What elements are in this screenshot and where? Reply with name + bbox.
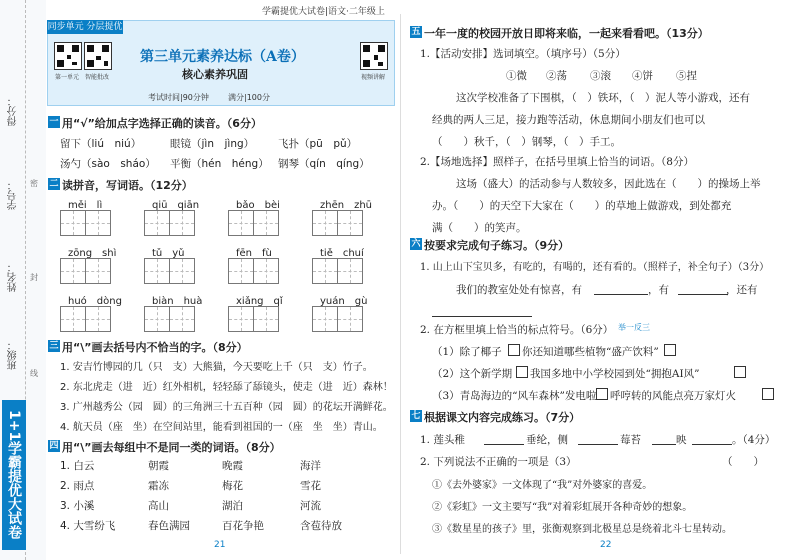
qr3-caption: 视频讲解 [361,74,386,81]
passage-line: 这场（盛大）的活动参与人数较多，因此选在（ ）的操场上举 [456,178,761,190]
pinyin-prompt: fēn fù [236,248,272,259]
sentence-part: 。（4分） [732,434,776,446]
exam-subtitle: 核心素养巩固 [182,68,248,81]
sentence-part: 莓苔 [620,434,641,446]
choice-option[interactable]: ④饼 [632,70,653,82]
pinyin-prompt: zōng shì [68,248,117,259]
section-title: 用“√”给加点字选择正确的读音。（6分） [62,117,262,130]
choice-option[interactable]: ⑤捏 [676,70,697,82]
word-option[interactable]: 晚霞 [222,460,243,472]
pinyin-prompt: xiǎng qǐ [236,296,283,307]
sentence-part: 1. 莲头稚 [420,434,465,446]
punctuation-box[interactable] [508,344,520,356]
question-prompt: 2.【场地选择】照样子，在括号里填上恰当的词语。（8分） [420,156,694,168]
choice-option[interactable]: ①微 [506,70,527,82]
section-number: 五 [411,27,421,37]
writing-grid[interactable] [228,210,280,236]
pinyin-item[interactable]: 汤勺（sào sháo） [60,158,156,170]
section-title: 读拼音，写词语。（12分） [62,179,193,192]
answer-option[interactable]: ②《彩虹》一文主要写“我”对着彩虹展开各种奇妙的想象。 [432,502,693,513]
sentence-part: ，还有 [726,284,758,296]
word-option[interactable]: 3. 小溪 [60,500,95,512]
sentence-start: 我们的教室处处有惊喜，有 [456,284,582,296]
pinyin-prompt: zhēn zhū [320,200,373,211]
section-number: 六 [411,239,421,249]
writing-grid[interactable] [312,258,364,284]
word-option[interactable]: 河流 [300,500,321,512]
writing-grid[interactable] [144,258,196,284]
passage-line: 经典的两人三足，接力跑等活动，休息期间小朋友们也可以 [432,114,705,126]
exam-time: 考试时间|90分钟 [148,93,209,102]
answer-blank[interactable] [678,294,728,295]
passage-line: 满（ ）的笑声。 [432,222,527,234]
brand-banner: 1+1学霸提优大试卷 [2,400,26,550]
question-item[interactable]: 2. 东北虎走（进 近）红外相机，轻轻舔了舔镜头，使走（进 近）森林！ [60,382,393,393]
word-option[interactable]: 含苞待放 [300,520,342,532]
word-option[interactable]: 霜冻 [148,480,169,492]
punctuation-box[interactable] [762,388,774,400]
answer-blank[interactable] [578,444,618,445]
sentence-part: 呼哼转的风能点亮万家灯火 [610,390,736,402]
answer-blank[interactable] [594,294,648,295]
question-prompt: 2. 下列说法不正确的一项是（3） [420,456,577,468]
writing-grid[interactable] [144,306,196,332]
word-option[interactable]: 湖泊 [222,500,243,512]
exam-score: 满分|100分 [228,93,270,102]
answer-blank[interactable] [652,444,676,445]
question-item[interactable]: 4. 航天员（座 坐）在空间站里，能看到祖国的一（座 坐 坐）青山。 [60,422,383,433]
choice-option[interactable]: ③滚 [590,70,611,82]
punctuation-box[interactable] [516,366,528,378]
sentence-part: ，有 [648,284,669,296]
choice-option[interactable]: ②荡 [546,70,567,82]
word-option[interactable]: 高山 [148,500,169,512]
seal-char-3: 线 [30,369,38,378]
section-number: 二 [49,179,59,189]
qr-code-2[interactable] [84,42,112,70]
sentence-part: 我国多地中小学校园到处“拥抱AI风” [530,368,700,380]
name-label: 姓名： [8,262,19,292]
punctuation-box[interactable] [734,366,746,378]
qr-code-3[interactable] [360,42,388,70]
section-title: 按要求完成句子练习。（9分） [424,239,570,252]
passage-line: （ ）秋千，（ ）钢琴，（ ）手工。 [432,136,621,148]
punctuation-box[interactable] [596,388,608,400]
passage-line: 这次学校准备了下围棋，（ ）铁环，（ ）泥人等小游戏，还有 [456,92,750,104]
sentence-part: 映 [676,434,687,446]
pinyin-prompt: biàn huà [152,296,203,307]
word-option[interactable]: 百花争艳 [222,520,264,532]
sentence-part: （1）除了椰子 [432,346,502,358]
pinyin-item[interactable]: 飞扑（pū pǔ） [278,138,358,150]
writing-grid[interactable] [60,258,112,284]
question-prompt: 1. 山上山下宝贝多，有吃的，有喝的，还有看的。（照样子，补全句子）（3分） [420,262,770,273]
student-id-label: 学号： [8,180,19,210]
exam-title: 第三单元素养达标（A卷） [140,49,305,65]
sentence-part: 你还知道哪些植物“盛产饮料” [522,346,659,358]
pinyin-prompt: bǎo bèi [236,200,280,211]
pinyin-item[interactable]: 平衡（hén héng） [170,158,269,170]
word-option[interactable]: 4. 大雪纷飞 [60,520,116,532]
writing-grid[interactable] [60,210,112,236]
word-option[interactable]: 雪花 [300,480,321,492]
pinyin-item[interactable]: 钢琴（qín qíng） [278,158,370,170]
section-number: 三 [49,341,59,351]
sentence-part: （2）这个新学期 [432,368,513,380]
word-option[interactable]: 海洋 [300,460,321,472]
section-title: 用“\”画去括号内不恰当的字。（8分） [62,341,248,354]
pinyin-prompt: yuán gù [320,296,368,307]
page-number: 22 [600,540,612,550]
writing-grid[interactable] [228,306,280,332]
score-label: 得分： [8,96,19,126]
writing-grid[interactable] [228,258,280,284]
punctuation-box[interactable] [664,344,676,356]
pinyin-item[interactable]: 留下（liú niú） [60,138,142,150]
page-number: 21 [214,540,226,550]
pinyin-prompt: qiū qiān [152,200,200,211]
answer-option[interactable]: ③《数星星的孩子》里，张衡观察到北极星总是绕着北斗七星转动。 [432,524,732,535]
series-label: 学霸提优大试卷|语文·二年级上 [262,7,385,17]
word-option[interactable]: 朝霞 [148,460,169,472]
word-option[interactable]: 2. 雨点 [60,480,95,492]
section-number: 七 [411,411,421,421]
pinyin-prompt: měi lì [68,200,103,211]
pinyin-prompt: tǔ yǔ [152,248,185,259]
word-option[interactable]: 1. 白云 [60,460,95,472]
question-prompt: 1.【活动安排】选词填空。（填序号）（5分） [420,48,626,60]
word-option[interactable]: 春色满园 [148,520,190,532]
practice-badge[interactable]: 举一反三 [618,323,650,332]
answer-option[interactable]: ①《去外婆家》一文体现了“我”对外婆家的喜爱。 [432,480,653,491]
question-item[interactable]: 3. 广州越秀公（园 圆）的三角洲三十五百种（园 圆）的花坛开满鲜花。 [60,402,393,413]
section-title: 根据课文内容完成练习。（7分） [424,411,581,424]
qr-code-1[interactable] [54,42,82,70]
section-number: 一 [49,117,59,127]
question-item[interactable]: 1. 安吉竹博园的几（只 支）大熊猫，今天要吃上千（只 支）竹子。 [60,362,373,373]
section-title: 一年一度的校园开放日即将来临，一起来看看吧。（13分） [424,27,709,40]
writing-grid[interactable] [312,306,364,332]
answer-paren[interactable]: （ ） [722,456,764,468]
writing-grid[interactable] [312,210,364,236]
seal-char-1: 密 [30,179,38,188]
pinyin-prompt: huó dòng [68,296,122,307]
answer-blank[interactable] [432,316,532,317]
page-divider [400,14,401,554]
answer-blank[interactable] [484,444,524,445]
answer-blank[interactable] [692,444,732,445]
section-number: 四 [49,441,59,451]
qr1-caption: 第一单元 [55,74,80,81]
word-option[interactable]: 梅花 [222,480,243,492]
pinyin-prompt: tiě chuí [320,248,364,259]
writing-grid[interactable] [144,210,196,236]
question-prompt: 2. 在方框里填上恰当的标点符号。（6分） [420,324,614,336]
sentence-part: 垂纶，侧 [526,434,568,446]
passage-line: 办。（ ）的天空下大家在（ ）的草地上做游戏，到处都充 [432,200,732,212]
qr2-caption: 智能批改 [85,74,110,81]
class-label: 班级： [8,340,19,370]
writing-grid[interactable] [60,306,112,332]
section-title: 用“\”画去每组中不是同一类的词语。（8分） [62,441,281,454]
sentence-part: （3）青岛海边的“风车森林”发电啦 [432,390,597,402]
tagline: 同步单元 分层提优 [47,22,123,32]
seal-char-2: 封 [30,273,38,282]
pinyin-item[interactable]: 眼镜（jìn jìng） [170,138,255,150]
